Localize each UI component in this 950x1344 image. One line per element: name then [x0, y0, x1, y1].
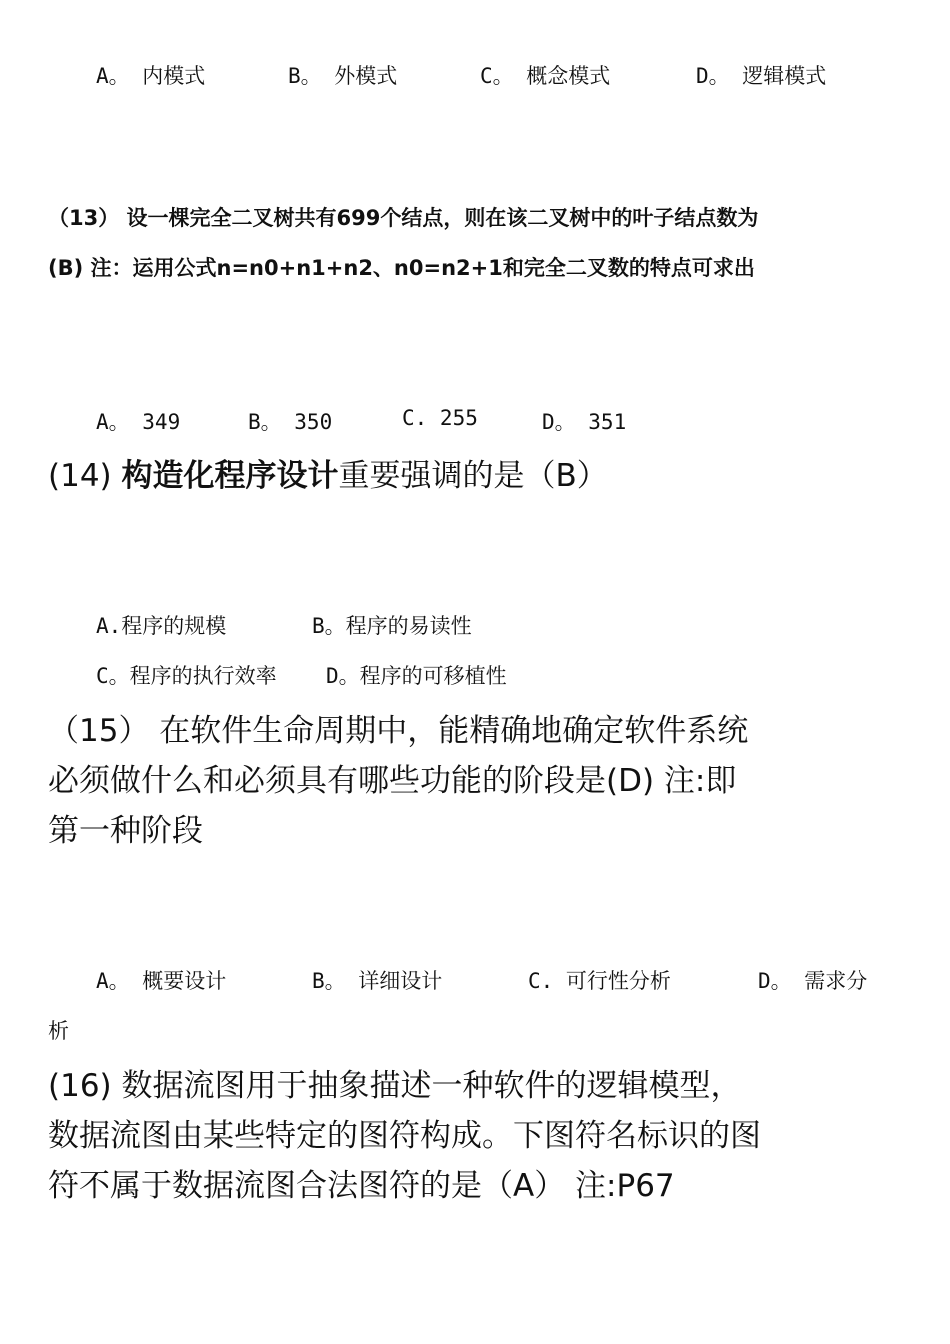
q14-rest: 重要强调的是（B） — [338, 458, 608, 494]
q14-option-a: A.程序的规模 — [96, 614, 227, 638]
q15-option-b: B。 详细设计 — [312, 969, 443, 993]
q15-option-d-wrap: 析 — [48, 1019, 69, 1043]
q14-bold-term: 构造化程序设计 — [121, 458, 339, 494]
q15-option-a: A。 概要设计 — [96, 969, 227, 993]
q15-option-d: D。 需求分 — [758, 969, 868, 993]
q14-option-b: B。程序的易读性 — [312, 614, 472, 638]
q13-option-d: D。 351 — [542, 410, 627, 434]
q12-option-a: A。 内模式 — [96, 64, 206, 88]
q13-option-c: C. 255 — [402, 406, 478, 430]
q12-option-b: B。 外模式 — [288, 64, 398, 88]
q15-option-c: C. 可行性分析 — [528, 969, 671, 993]
q14-option-c: C。程序的执行效率 — [96, 664, 277, 688]
q12-option-c: C。 概念模式 — [480, 64, 611, 88]
q16-line-3: 符不属于数据流图合法图符的是（A） 注:P67 — [48, 1168, 675, 1204]
q12-option-d: D。 逻辑模式 — [696, 64, 827, 88]
q14-prefix: (14) — [48, 458, 122, 494]
q13-option-b: B。 350 — [248, 410, 333, 434]
q15-line-1: （15） 在软件生命周期中，能精确地确定软件系统 — [48, 713, 749, 749]
q13-option-a: A。 349 — [96, 410, 181, 434]
q16-line-2: 数据流图由某些特定的图符构成。下图符名标识的图 — [48, 1118, 761, 1154]
q16-line-1: (16) 数据流图用于抽象描述一种软件的逻辑模型， — [48, 1068, 742, 1104]
q13-line-1: （13） 设一棵完全二叉树共有699个结点，则在该二叉树中的叶子结点数为 — [48, 206, 759, 230]
q13-line-2: (B) 注：运用公式n=n0+n1+n2、n0=n2+1和完全二叉数的特点可求出 — [48, 256, 755, 280]
q14-option-d: D。程序的可移植性 — [326, 664, 507, 688]
q15-line-3: 第一种阶段 — [48, 813, 203, 849]
q14-question — [48, 450, 608, 495]
q15-line-2: 必须做什么和必须具有哪些功能的阶段是(D) 注:即 — [48, 763, 737, 799]
